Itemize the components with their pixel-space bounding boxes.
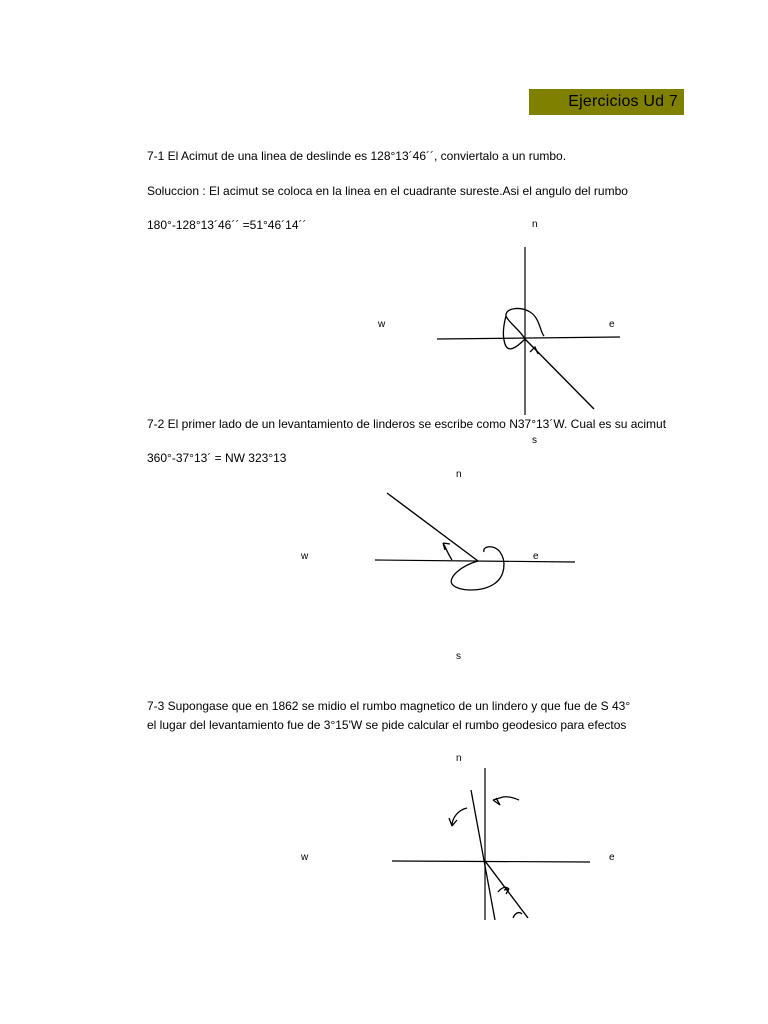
diagram-2-north-label: n: [456, 469, 462, 480]
diagram-1-south-label: s: [532, 435, 537, 446]
diagram-3-declination-arrow: [449, 808, 467, 826]
exercise-3-statement-line2: el lugar del levantamiento fue de 3°15'W se pide calcular el rumbo geodesico para efectos: [147, 718, 627, 732]
diagram-3-east-label: e: [609, 852, 615, 863]
diagram-1-west-label: w: [378, 319, 386, 330]
diagram-1-north-label: n: [532, 219, 538, 230]
exercise-3-statement-line1: 7-3 Supongase que en 1862 se midio el rumbo magnetico de un lindero y que fue de S 43°: [147, 699, 631, 713]
exercise-1-solution: Soluccion : El acimut se coloca en la linea en el cuadrante sureste.Asi el angulo del rumbo: [147, 184, 628, 198]
diagram-1-east-label: e: [609, 319, 615, 330]
diagram-3-west-label: w: [301, 852, 309, 863]
diagram-3-we-axis: [392, 861, 590, 862]
diagram-2-south-label: s: [456, 651, 461, 662]
diagram-3-magnetic-meridian: [471, 790, 495, 920]
diagram-3-angle-arrow-1: [498, 887, 509, 894]
exercise-1-calc: 180°-128°13´46´´ =51°46´14´´: [147, 218, 307, 232]
exercise-2-statement: 7-2 El primer lado de un levantamiento de linderos se escribe como N37°13´W. Cual es su acimut: [147, 417, 667, 431]
exercise-1-statement: 7-1 El Acimut de una linea de deslinde es 128°13´46´´, conviertalo a un rumbo.: [147, 149, 567, 163]
page-title: Ejercicios Ud 7: [568, 93, 678, 110]
diagram-2-east-label: e: [533, 551, 539, 562]
diagram-2-west-label: w: [301, 551, 309, 562]
diagram-3-north-arrow: [493, 797, 519, 805]
exercise-2-calc: 360°-37°13´ = NW 323°13: [147, 451, 287, 465]
diagram-3-angle-arrow-2: [513, 913, 522, 918]
diagram-3-north-label: n: [456, 753, 462, 764]
